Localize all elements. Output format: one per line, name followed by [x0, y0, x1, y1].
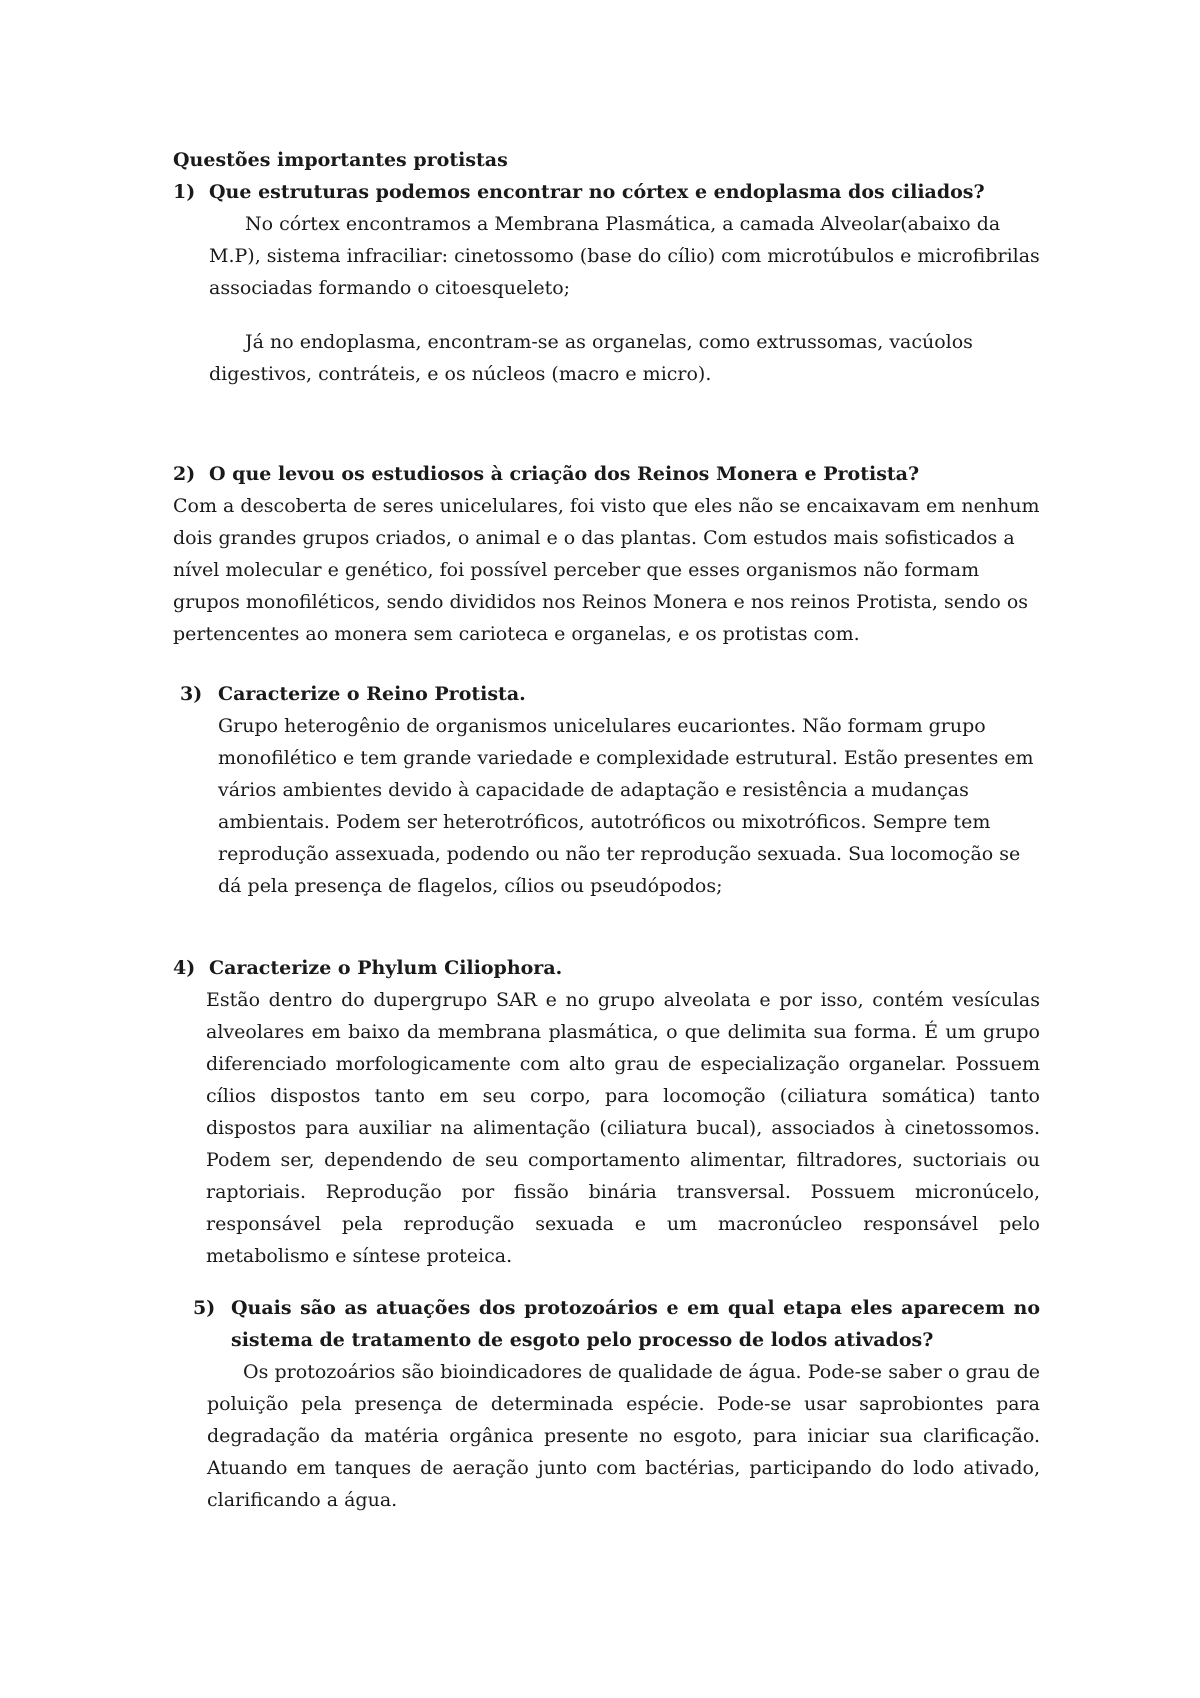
- answer-paragraph: Grupo heterogênio de organismos unicelulares eucariontes. Não formam grupo monofilético e tem grande variedade e complexidade estrutural. Estão presentes em vários ambientes devido à capacidade de adaptação e resistência a mudanças ambientais. Podem ser heterotróficos, autotróficos ou mixotróficos. Sempre tem reprodução assexuada, podendo ou não ter reprodução sexuada. Sua locomoção se dá pela presença de flagelos, cílios ou pseudópodos;: [218, 715, 1034, 897]
- question-4: [173, 952, 1040, 1272]
- answer-paragraph: Os protozoários são bioindicadores de qualidade de água. Pode-se saber o grau de poluição pela presença de determinada espécie. Pode-se usar saprobiontes para degradação da matéria orgânica presente no esgoto, para iniciar sua clarificação. Atuando em tanques de aeração junto com bactérias, participando do lodo ativado, clarificando a água.: [207, 1361, 1040, 1511]
- question-text: Caracterize o Reino Protista.: [218, 683, 526, 705]
- question-2-title: [173, 458, 1041, 490]
- question-3: [180, 678, 1040, 902]
- question-1-title: [173, 176, 1043, 208]
- question-text: Que estruturas podemos encontrar no córtex e endoplasma dos ciliados?: [209, 181, 985, 203]
- question-number: 1): [173, 181, 196, 203]
- question-2: [173, 458, 1041, 650]
- question-text: O que levou os estudiosos à criação dos Reinos Monera e Protista?: [209, 463, 920, 485]
- document-title: Questões importantes protistas: [173, 149, 508, 171]
- question-text: Caracterize o Phylum Ciliophora.: [209, 957, 563, 979]
- question-number: 4): [173, 957, 196, 979]
- question-number: 3): [180, 683, 203, 705]
- answer-paragraph: Já no endoplasma, encontram-se as organelas, como extrussomas, vacúolos digestivos, contráteis, e os núcleos (macro e micro).: [209, 331, 973, 385]
- question-3-title: [180, 678, 1040, 710]
- question-number: 5): [193, 1297, 216, 1319]
- answer-paragraph: Com a descoberta de seres unicelulares, foi visto que eles não se encaixavam em nenhum dois grandes grupos criados, o animal e o das plantas. Com estudos mais sofisticados a nível molecular e genético, foi possível perceber que esses organismos não formam grupos monofiléticos, sendo divididos nos Reinos Monera e nos reinos Protista, sendo os pertencentes ao monera sem carioteca e organelas, e os protistas com.: [173, 495, 1040, 645]
- question-number: 2): [173, 463, 196, 485]
- answer-paragraph: No córtex encontramos a Membrana Plasmática, a camada Alveolar(abaixo da M.P), sistema infraciliar: cinetossomo (base do cílio) com microtúbulos e microfibrilas associadas formando o citoesqueleto;: [209, 213, 1040, 299]
- question-text: Quais são as atuações dos protozoários e em qual etapa eles aparecem no sistema de tratamento de esgoto pelo processo de lodos ativados?: [231, 1297, 1040, 1351]
- question-4-title: [173, 952, 1040, 984]
- question-5: [193, 1292, 1040, 1516]
- answer-paragraph: Estão dentro do dupergrupo SAR e no grupo alveolata e por isso, contém vesículas alveolares em baixo da membrana plasmática, o que delimita sua forma. É um grupo diferenciado morfologicamente com alto grau de especialização organelar. Possuem cílios dispostos tanto em seu corpo, para locomoção (ciliatura somática) tanto dispostos para auxiliar na alimentação (ciliatura bucal), associados à cinetossomos. Podem ser, dependendo de seu comportamento alimentar, filtradores, suctoriais ou raptoriais. Reprodução por fissão binária transversal. Possuem micronúcelo, responsável pela reprodução sexuada e um macronúcleo responsável pelo metabolismo e síntese proteica.: [206, 989, 1040, 1267]
- question-5-title: [193, 1292, 1040, 1356]
- question-1: [173, 176, 1043, 390]
